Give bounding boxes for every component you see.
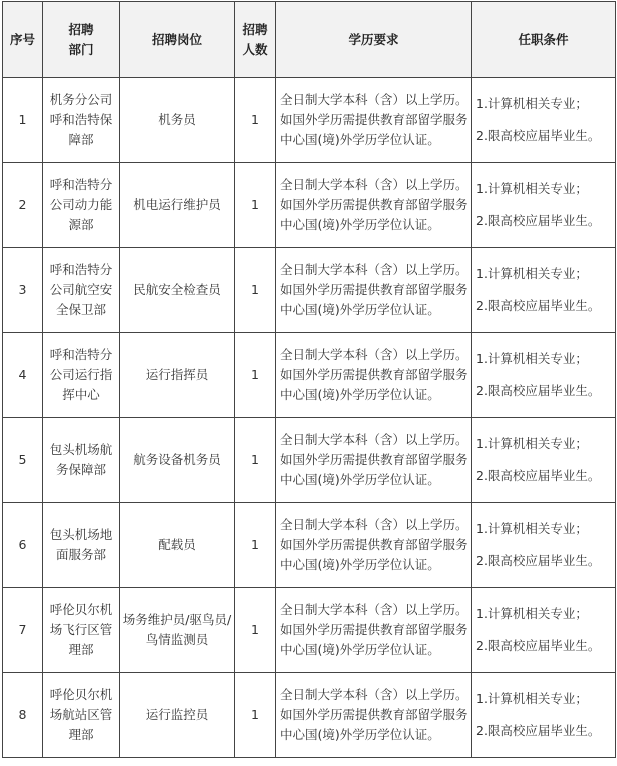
cell-cond xyxy=(472,333,616,418)
cell-dept: 包头机场地面服务部 xyxy=(43,503,120,588)
table-row xyxy=(3,248,616,333)
header-dept-line2: 部门 xyxy=(68,41,94,57)
cond-line-2: 2.限高校应届毕业生。 xyxy=(476,638,601,653)
cell-seq: 6 xyxy=(3,503,43,588)
cell-edu: 全日制大学本科（含）以上学历。如国外学历需提供教育部留学服务中心国(境)外学历学位认证。 xyxy=(276,503,472,588)
table-row xyxy=(3,78,616,163)
cell-edu: 全日制大学本科（含）以上学历。如国外学历需提供教育部留学服务中心国(境)外学历学位认证。 xyxy=(276,418,472,503)
table-row xyxy=(3,588,616,673)
table-row xyxy=(3,503,616,588)
cond-line-1: 1.计算机相关专业； xyxy=(476,351,588,366)
cell-seq: 1 xyxy=(3,78,43,163)
cell-cond xyxy=(472,248,616,333)
cell-cond xyxy=(472,163,616,248)
cond-line-2: 2.限高校应届毕业生。 xyxy=(476,468,601,483)
cond-line-1: 1.计算机相关专业； xyxy=(476,521,588,536)
cell-count: 1 xyxy=(235,503,276,588)
cell-edu: 全日制大学本科（含）以上学历。如国外学历需提供教育部留学服务中心国(境)外学历学位认证。 xyxy=(276,673,472,758)
cell-edu: 全日制大学本科（含）以上学历。如国外学历需提供教育部留学服务中心国(境)外学历学位认证。 xyxy=(276,588,472,673)
cell-edu: 全日制大学本科（含）以上学历。如国外学历需提供教育部留学服务中心国(境)外学历学位认证。 xyxy=(276,163,472,248)
cond-line-1: 1.计算机相关专业； xyxy=(476,436,588,451)
cell-seq: 3 xyxy=(3,248,43,333)
header-dept xyxy=(43,2,120,78)
cell-count: 1 xyxy=(235,673,276,758)
cell-count: 1 xyxy=(235,333,276,418)
table-row xyxy=(3,163,616,248)
cond-line-1: 1.计算机相关专业； xyxy=(476,96,588,111)
cell-edu: 全日制大学本科（含）以上学历。如国外学历需提供教育部留学服务中心国(境)外学历学位认证。 xyxy=(276,333,472,418)
cond-line-2: 2.限高校应届毕业生。 xyxy=(476,298,601,313)
cell-dept: 呼和浩特分公司动力能源部 xyxy=(43,163,120,248)
header-post: 招聘岗位 xyxy=(120,2,235,78)
cell-dept: 包头机场航务保障部 xyxy=(43,418,120,503)
cell-post: 航务设备机务员 xyxy=(120,418,235,503)
header-edu: 学历要求 xyxy=(276,2,472,78)
header-row xyxy=(3,2,616,78)
header-dept-line1: 招聘 xyxy=(68,21,94,37)
cell-edu: 全日制大学本科（含）以上学历。如国外学历需提供教育部留学服务中心国(境)外学历学位认证。 xyxy=(276,248,472,333)
header-seq: 序号 xyxy=(3,2,43,78)
cond-line-2: 2.限高校应届毕业生。 xyxy=(476,723,601,738)
cond-line-2: 2.限高校应届毕业生。 xyxy=(476,553,601,568)
cell-cond xyxy=(472,418,616,503)
recruitment-table xyxy=(2,1,616,758)
table-row xyxy=(3,673,616,758)
cell-post: 运行指挥员 xyxy=(120,333,235,418)
cell-cond xyxy=(472,673,616,758)
cell-count: 1 xyxy=(235,588,276,673)
cell-post: 机务员 xyxy=(120,78,235,163)
cell-count: 1 xyxy=(235,418,276,503)
cell-post: 民航安全检查员 xyxy=(120,248,235,333)
cell-edu: 全日制大学本科（含）以上学历。如国外学历需提供教育部留学服务中心国(境)外学历学位认证。 xyxy=(276,78,472,163)
cell-dept: 机务分公司呼和浩特保障部 xyxy=(43,78,120,163)
cell-seq: 8 xyxy=(3,673,43,758)
cell-dept: 呼伦贝尔机场飞行区管理部 xyxy=(43,588,120,673)
cell-post: 运行监控员 xyxy=(120,673,235,758)
cell-count: 1 xyxy=(235,78,276,163)
header-cond: 任职条件 xyxy=(472,2,616,78)
cond-line-1: 1.计算机相关专业； xyxy=(476,606,588,621)
cond-line-2: 2.限高校应届毕业生。 xyxy=(476,383,601,398)
cell-cond xyxy=(472,503,616,588)
cell-seq: 4 xyxy=(3,333,43,418)
cell-post: 场务维护员/驱鸟员/鸟情监测员 xyxy=(120,588,235,673)
cell-dept: 呼和浩特分公司运行指挥中心 xyxy=(43,333,120,418)
cell-count: 1 xyxy=(235,163,276,248)
cell-seq: 7 xyxy=(3,588,43,673)
table-row xyxy=(3,333,616,418)
cell-dept: 呼伦贝尔机场航站区管理部 xyxy=(43,673,120,758)
cond-line-1: 1.计算机相关专业； xyxy=(476,266,588,281)
header-count-line1: 招聘 xyxy=(242,21,268,37)
cell-dept: 呼和浩特分公司航空安全保卫部 xyxy=(43,248,120,333)
cell-post: 配载员 xyxy=(120,503,235,588)
cond-line-2: 2.限高校应届毕业生。 xyxy=(476,213,601,228)
header-count xyxy=(235,2,276,78)
cell-cond xyxy=(472,588,616,673)
cond-line-2: 2.限高校应届毕业生。 xyxy=(476,128,601,143)
cell-post: 机电运行维护员 xyxy=(120,163,235,248)
header-count-line2: 人数 xyxy=(242,41,268,57)
cond-line-1: 1.计算机相关专业； xyxy=(476,691,588,706)
cell-seq: 5 xyxy=(3,418,43,503)
cond-line-1: 1.计算机相关专业； xyxy=(476,181,588,196)
table-row xyxy=(3,418,616,503)
cell-seq: 2 xyxy=(3,163,43,248)
cell-cond xyxy=(472,78,616,163)
cell-count: 1 xyxy=(235,248,276,333)
